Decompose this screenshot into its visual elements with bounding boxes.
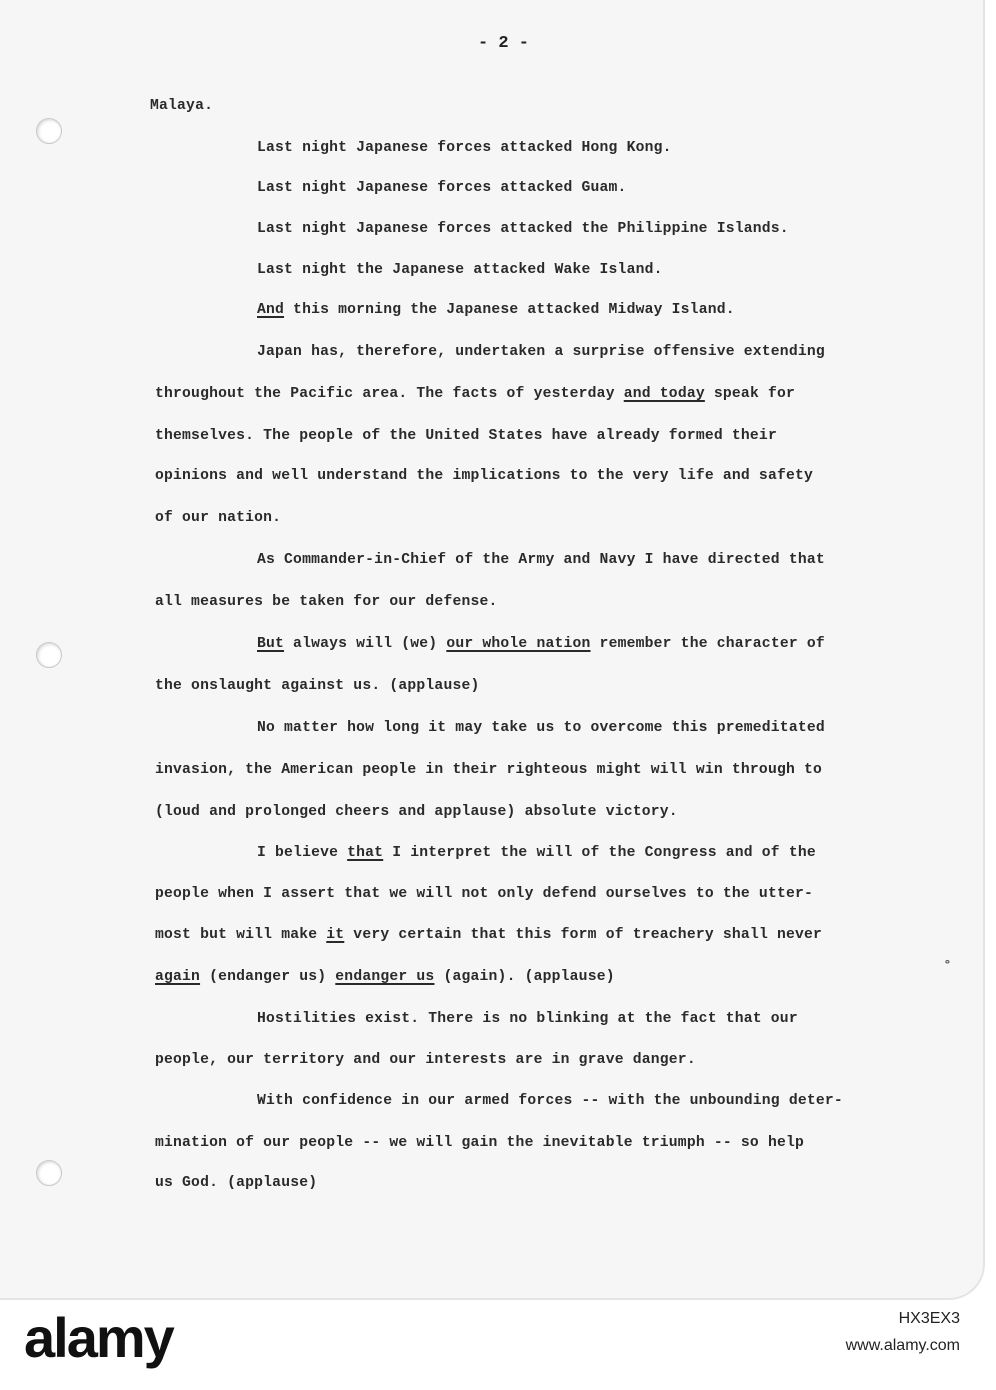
stray-mark: ˚ [942,960,953,980]
underlined-text: it [326,927,345,943]
text-line [155,508,281,528]
binder-hole [36,118,62,144]
text-segment: Last night Japanese forces attacked Guam. [257,180,627,196]
underlined-text: that [347,845,384,861]
text-line [257,550,825,570]
text-segment: this morning the Japanese attacked Midway Island. [284,302,735,318]
text-line [257,634,825,654]
text-line [155,1050,696,1070]
text-segment: themselves. The people of the United States have already formed their [155,428,777,444]
text-line [257,138,672,158]
binder-hole [36,1160,62,1186]
text-segment: I interpret the will of the Congress and of the [383,845,816,861]
binder-hole [36,642,62,668]
text-line [155,676,480,696]
text-segment: speak for [704,386,796,402]
text-segment: us God. (applause) [155,1175,318,1191]
underlined-text: And [257,302,285,318]
text-segment: people when I assert that we will not only defend ourselves to the utter- [155,886,814,902]
text-line [155,760,822,780]
text-segment: people, our territory and our interests are in grave danger. [155,1052,696,1068]
text-line [257,843,816,863]
text-segment: the onslaught against us. (applause) [155,678,480,694]
text-segment: (endanger us) [200,969,336,985]
text-line [155,884,813,904]
text-segment: As Commander-in-Chief of the Army and Navy I have directed that [257,552,825,568]
text-line [150,96,213,116]
text-line [257,260,663,280]
text-line [257,300,735,320]
text-segment: mination of our people -- we will gain the inevitable triumph -- so help [155,1135,805,1151]
text-segment: all measures be taken for our defense. [155,594,498,610]
text-line [257,219,789,239]
text-segment: (loud and prolonged cheers and applause) absolute victory. [155,804,678,820]
text-segment: (again). (applause) [434,969,615,985]
text-line [155,592,498,612]
text-line [155,802,678,822]
underlined-text: again [155,969,201,985]
text-line [257,1009,798,1029]
text-line [257,178,627,198]
text-segment: of our nation. [155,510,282,526]
text-line [257,718,825,738]
text-segment: very certain that this form of treachery shall never [344,927,823,943]
text-line [155,426,777,446]
site-url: www.alamy.com [845,1337,960,1354]
text-segment: Last night the Japanese attacked Wake Island. [257,262,663,278]
text-line [155,925,822,945]
text-line [155,466,813,486]
underlined-text: and today [623,386,705,402]
text-line [155,1173,317,1193]
text-segment: Hostilities exist. There is no blinking at the fact that our [257,1011,798,1027]
text-segment: opinions and well understand the implications to the very life and safety [155,468,814,484]
text-segment: With confidence in our armed forces -- with the unbounding deter- [257,1093,843,1109]
page-number: - 2 - [478,34,530,53]
text-segment: invasion, the American people in their righteous might will win through to [155,762,823,778]
text-line [155,1133,804,1153]
image-id: HX3EX3 [898,1310,960,1327]
text-segment: Japan has, therefore, undertaken a surprise offensive extending [257,344,825,360]
text-line [257,342,825,362]
text-line [155,384,795,404]
text-line [155,967,615,987]
underlined-text: endanger us [335,969,435,985]
text-segment: I believe [257,845,348,861]
text-line [257,1091,843,1111]
text-segment: Last night Japanese forces attacked Hong Kong. [257,140,672,156]
text-segment: most but will make [155,927,327,943]
text-segment: always will (we) [284,636,447,652]
text-segment: Malaya. [150,98,214,114]
text-segment: remember the character of [590,636,825,652]
text-segment: Last night Japanese forces attacked the Philippine Islands. [257,221,789,237]
underlined-text: But [257,636,285,652]
text-segment: throughout the Pacific area. The facts of yesterday [155,386,624,402]
text-segment: No matter how long it may take us to overcome this premeditated [257,720,825,736]
alamy-logo: alamy [24,1306,173,1369]
underlined-text: our whole nation [446,636,591,652]
